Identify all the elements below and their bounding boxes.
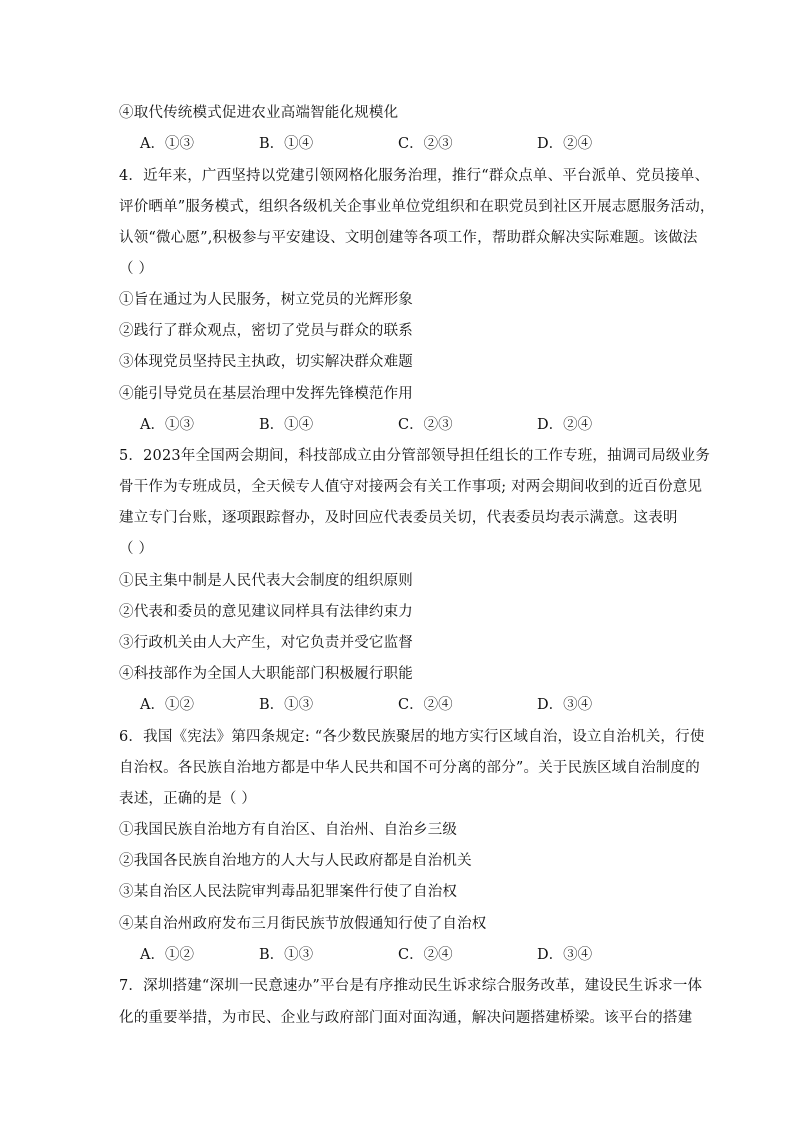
q4-stem-line-2: 评价晒单”服务模式，组织各级机关企事业单位党组织和在职党员到社区开展志愿服务活动， [119, 199, 715, 215]
q7-stem-line-1: 7．深圳搭建“深圳一民意速办”平台是有序推动民生诉求综合服务改革，建设民生诉求一体 [119, 978, 703, 994]
q5-statement-1: ①民主集中制是人民代表大会制度的组织原则 [119, 573, 413, 589]
q5-answer-blank: （ ） [119, 541, 154, 557]
q4-stem-line-1: 4．近年来，广西坚持以党建引领网格化服务治理，推行“群众点单、平台派单、党员接单、 [119, 168, 710, 184]
q4-option-d[interactable]: D．②④ [537, 417, 593, 433]
q5-option-d[interactable]: D．③④ [537, 697, 593, 713]
q4-statement-4: ④能引导党员在基层治理中发挥先锋模范作用 [119, 386, 413, 402]
q4-option-b[interactable]: B．①④ [259, 417, 314, 433]
q5-stem-line-3: 建立专门台账，逐项跟踪督办，及时回应代表委员关切，代表委员均表示满意。这表明 [119, 510, 678, 526]
q3-option-a[interactable]: A．①③ [140, 136, 194, 152]
q5-statement-4: ④科技部作为全国人大职能部门积极履行职能 [119, 666, 413, 682]
q5-option-a[interactable]: A．①② [140, 697, 194, 713]
q3-option-b[interactable]: B．①④ [259, 136, 314, 152]
q4-statement-1: ①旨在通过为人民服务，树立党员的光辉形象 [119, 292, 413, 308]
q3-option-c[interactable]: C．②③ [398, 136, 453, 152]
q5-stem-line-2: 骨干作为专班成员，全天候专人值守对接两会有关工作事项; 对两会期间收到的近百份意见 [119, 479, 703, 495]
q6-statement-2: ②我国各民族自治地方的人大与人民政府都是自治机关 [119, 853, 472, 869]
q6-stem-line-1: 6．我国《宪法》第四条规定: “各少数民族聚居的地方实行区域自治，设立自治机关，行使 [119, 729, 705, 745]
q6-options [0, 945, 794, 965]
q7-stem-line-2: 化的重要举措，为市民、企业与政府部门面对面沟通，解决问题搭建桥梁。该平台的搭建 [119, 1010, 693, 1026]
q3-option-d[interactable]: D．②④ [537, 136, 593, 152]
q5-statement-3: ③行政机关由人大产生，对它负责并受它监督 [119, 635, 413, 651]
q5-option-c[interactable]: C．②④ [398, 697, 453, 713]
q5-options [0, 695, 794, 715]
q6-option-d[interactable]: D．③④ [537, 947, 593, 963]
q6-option-c[interactable]: C．②④ [398, 947, 453, 963]
q4-options [0, 415, 794, 435]
q6-statement-3: ③某自治区人民法院审判毒品犯罪案件行使了自治权 [119, 884, 458, 900]
q3-options [0, 134, 794, 154]
q6-option-b[interactable]: B．①③ [259, 947, 314, 963]
q4-statement-3: ③体现党员坚持民主执政，切实解决群众难题 [119, 354, 413, 370]
q4-answer-blank: （ ） [119, 261, 154, 277]
q5-stem-line-1: 5．2023年全国两会期间，科技部成立由分管部领导担任组长的工作专班，抽调司局级业务 [119, 448, 711, 464]
q4-statement-2: ②践行了群众观点，密切了党员与群众的联系 [119, 323, 413, 339]
q4-stem-line-3: 认领“微心愿”,积极参与平安建设、文明创建等各项工作，帮助群众解决实际难题。该做法 [119, 230, 698, 246]
q6-statement-1: ①我国民族自治地方有自治区、自治州、自治乡三级 [119, 822, 458, 838]
q5-statement-2: ②代表和委员的意见建议同样具有法律约束力 [119, 604, 413, 620]
q3-statement-4: ④取代传统模式促进农业高端智能化规模化 [119, 105, 399, 121]
q5-option-b[interactable]: B．①③ [259, 697, 314, 713]
q6-stem-line-2: 自治权。各民族自治地方都是中华人民共和国不可分离的部分”。关于民族区域自治制度的 [119, 760, 700, 776]
q6-stem-line-3: 表述，正确的是（ ） [119, 791, 257, 807]
q4-option-c[interactable]: C．②③ [398, 417, 453, 433]
q4-option-a[interactable]: A．①③ [140, 417, 194, 433]
q6-statement-4: ④某自治州政府发布三月街民族节放假通知行使了自治权 [119, 916, 487, 932]
q6-option-a[interactable]: A．①② [140, 947, 194, 963]
